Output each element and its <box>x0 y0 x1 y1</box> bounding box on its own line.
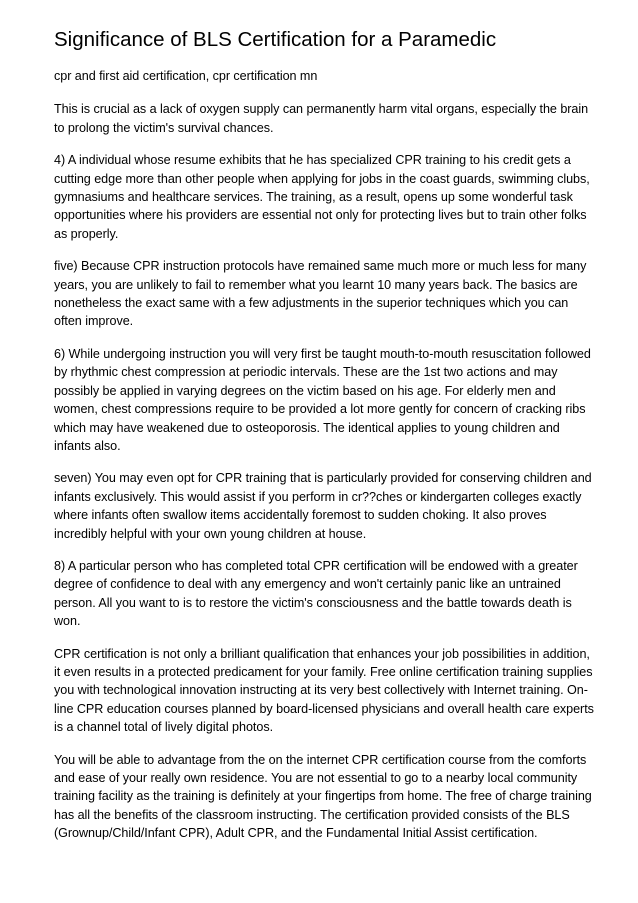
body-paragraph: CPR certification is not only a brilliant qualification that enhances your job possibilities in addition, it even results in a protected predicament for your family. Free online certification training supplies you with technological innovation instructing at its very best collectively with Internet training. On-line CPR education courses planned by board-licensed physicians and overall health care experts is a channel total of lively digital photos. <box>54 646 594 735</box>
body-paragraph: 4) A individual whose resume exhibits that he has specialized CPR training to his credit gets a cutting edge more than other people when applying for jobs in the coast guards, swimming clubs, gymnasiums and healthcare services. The training, as a result, opens up some wonderful task opportunities where his providers are essential not only for protecting lives but to train other folks as properly. <box>54 153 590 241</box>
body-paragraph: 8) A particular person who has completed total CPR certification will be endowed with a greater degree of confidence to deal with any emergency and won't certainly panic like an untrained person. All you want to is to restore the victim's consciousness and the battle towards death is won. <box>54 558 578 629</box>
body-paragraph: You will be able to advantage from the on the internet CPR certification course from the comforts and ease of your really own residence. You are not essential to go to a nearby local community training facility as the training is definitely at your fingertips from home. The free of charge training has all the benefits of the classroom instructing. The certification provided consists of the BLS (Grownup/Child/Infant CPR), Adult CPR, and the Fundamental Initial Assist certification. <box>54 752 592 841</box>
body-paragraph: five) Because CPR instruction protocols have remained same much more or much less for many years, you are unlikely to fail to remember what you learnt 10 many years back. The basics are nonetheless the exact same with a few adjustments in the superior techniques which you can often improve. <box>54 259 587 329</box>
document-title: Significance of BLS Certification for a Paramedic <box>54 28 497 51</box>
body-paragraph: This is crucial as a lack of oxygen supply can permanently harm vital organs, especially the brain to prolong the victim's survival chances. <box>54 102 589 135</box>
document-page <box>54 26 594 857</box>
keywords-paragraph: cpr and first aid certification, cpr certification mn <box>54 69 318 83</box>
body-paragraph: seven) You may even opt for CPR training that is particularly provided for conserving children and infants exclusively. This would assist if you perform in cr??ches or kindergarten colleges exactly where infants often swallow items accidentally foremost to sudden choking. It also proves incredibly helpful with your own young children at house. <box>54 471 592 541</box>
body-paragraph: 6) While undergoing instruction you will very first be taught mouth-to-mouth resuscitation followed by rhythmic chest compression at periodic intervals. These are the 1st two actions and may possibly be applied in varying degrees on the victim based on his age. For elderly men and women, chest compressions require to be provided a lot more gently for concern of cracking ribs which may have weakened due to osteoporosis. The identical applies to young children and infants also. <box>54 346 591 453</box>
